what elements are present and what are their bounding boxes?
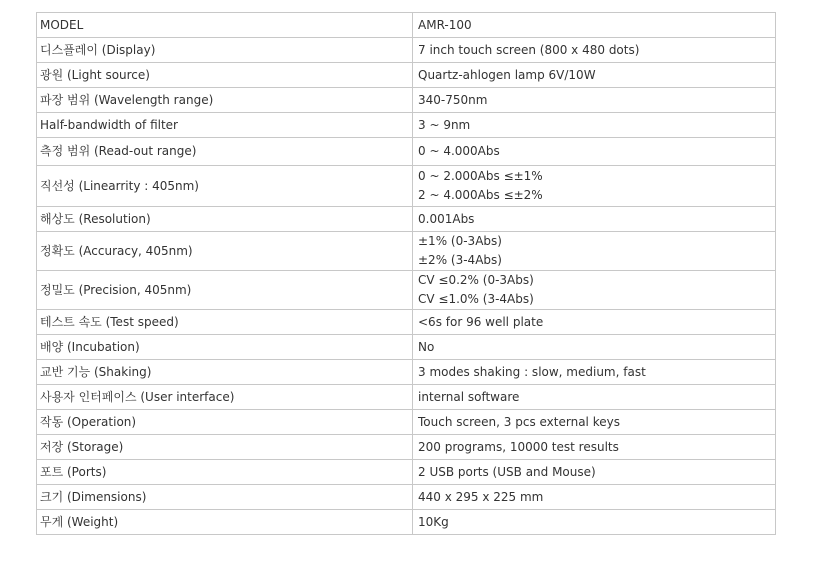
table-row	[37, 271, 776, 310]
table-row	[37, 232, 776, 271]
spec-label-weight: 무게 (Weight)	[37, 510, 413, 535]
spec-value-line: 0 ~ 2.000Abs ≤±1%	[418, 169, 543, 183]
spec-label-wavelength: 파장 범위 (Wavelength range)	[37, 88, 413, 113]
spec-value-resolution: 0.001Abs	[413, 207, 776, 232]
spec-value-weight: 10Kg	[413, 510, 776, 535]
spec-label-shaking: 교반 기능 (Shaking)	[37, 360, 413, 385]
spec-value-precision	[413, 271, 776, 310]
spec-value-user-interface: internal software	[413, 385, 776, 410]
spec-label-operation: 작동 (Operation)	[37, 410, 413, 435]
table-row	[37, 510, 776, 535]
spec-value-display: 7 inch touch screen (800 x 480 dots)	[413, 38, 776, 63]
spec-table	[36, 12, 776, 535]
table-row	[37, 310, 776, 335]
table-row	[37, 485, 776, 510]
spec-label-accuracy: 정확도 (Accuracy, 405nm)	[37, 232, 413, 271]
spec-value-dimensions: 440 x 295 x 225 mm	[413, 485, 776, 510]
spec-value-linearity	[413, 166, 776, 207]
spec-label-read-out-range: 측정 범위 (Read-out range)	[37, 138, 413, 166]
table-row	[37, 460, 776, 485]
spec-label-half-bandwidth: Half-bandwidth of filter	[37, 113, 413, 138]
spec-value-light-source: Quartz-ahlogen lamp 6V/10W	[413, 63, 776, 88]
spec-label-user-interface: 사용자 인터페이스 (User interface)	[37, 385, 413, 410]
spec-value-model: AMR-100	[413, 13, 776, 38]
spec-label-precision: 정밀도 (Precision, 405nm)	[37, 271, 413, 310]
table-row	[37, 63, 776, 88]
spec-label-model: MODEL	[37, 13, 413, 38]
table-row	[37, 360, 776, 385]
table-row	[37, 88, 776, 113]
table-row	[37, 13, 776, 38]
spec-value-operation: Touch screen, 3 pcs external keys	[413, 410, 776, 435]
spec-label-storage: 저장 (Storage)	[37, 435, 413, 460]
spec-value-line: CV ≤0.2% (0-3Abs)	[418, 273, 534, 287]
spec-label-linearity: 직선성 (Linearrity : 405nm)	[37, 166, 413, 207]
spec-label-ports: 포트 (Ports)	[37, 460, 413, 485]
table-row	[37, 207, 776, 232]
spec-value-wavelength: 340-750nm	[413, 88, 776, 113]
spec-value-ports: 2 USB ports (USB and Mouse)	[413, 460, 776, 485]
table-row	[37, 385, 776, 410]
spec-value-line: ±1% (0-3Abs)	[418, 234, 502, 248]
table-row	[37, 38, 776, 63]
spec-value-line: ±2% (3-4Abs)	[418, 253, 502, 267]
table-row	[37, 410, 776, 435]
spec-value-accuracy	[413, 232, 776, 271]
spec-value-storage: 200 programs, 10000 test results	[413, 435, 776, 460]
spec-value-read-out-range: 0 ~ 4.000Abs	[413, 138, 776, 166]
spec-value-incubation: No	[413, 335, 776, 360]
spec-label-incubation: 배양 (Incubation)	[37, 335, 413, 360]
table-row	[37, 166, 776, 207]
spec-value-half-bandwidth: 3 ~ 9nm	[413, 113, 776, 138]
table-row	[37, 113, 776, 138]
table-row	[37, 138, 776, 166]
spec-value-test-speed: <6s for 96 well plate	[413, 310, 776, 335]
spec-label-resolution: 해상도 (Resolution)	[37, 207, 413, 232]
table-row	[37, 335, 776, 360]
spec-label-light-source: 광원 (Light source)	[37, 63, 413, 88]
spec-label-dimensions: 크기 (Dimensions)	[37, 485, 413, 510]
spec-label-test-speed: 테스트 속도 (Test speed)	[37, 310, 413, 335]
spec-value-line: 2 ~ 4.000Abs ≤±2%	[418, 188, 543, 202]
spec-value-line: CV ≤1.0% (3-4Abs)	[418, 292, 534, 306]
table-row	[37, 435, 776, 460]
spec-value-shaking: 3 modes shaking : slow, medium, fast	[413, 360, 776, 385]
spec-label-display: 디스플레이 (Display)	[37, 38, 413, 63]
